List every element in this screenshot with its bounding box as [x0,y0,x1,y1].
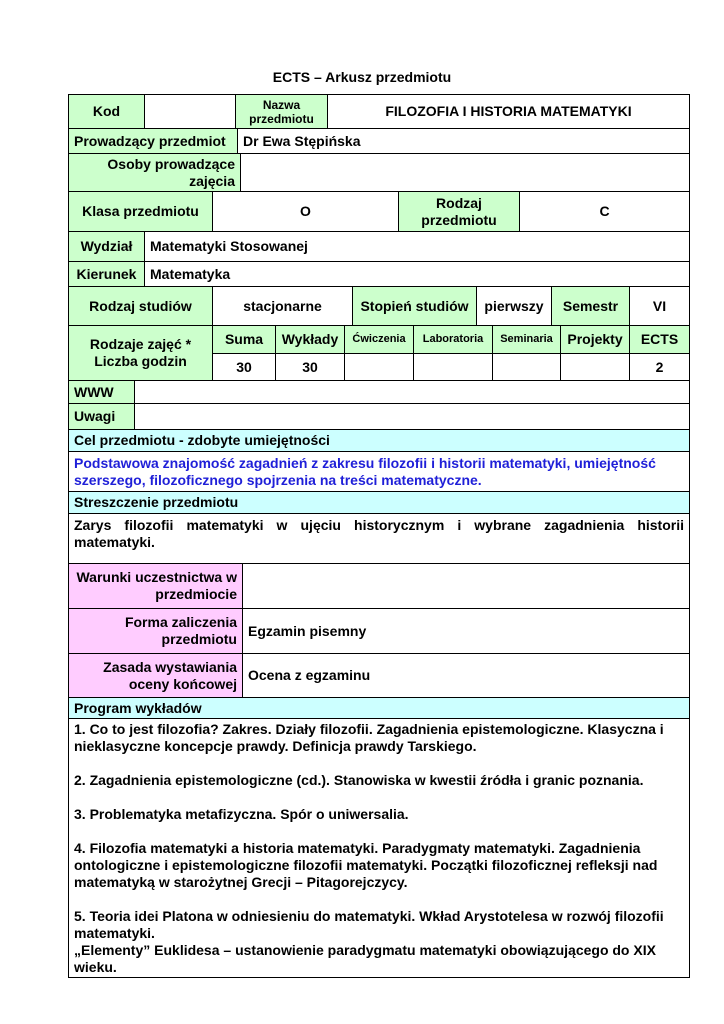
stopien-value: pierwszy [476,286,552,326]
semestr-value: VI [629,286,690,326]
osoby-label: Osoby prowadzące zajęcia [68,153,241,192]
prowadzacy-label: Prowadzący przedmiot [68,128,238,154]
osoby-value [240,153,690,192]
hours-value-laboratoria [413,353,493,381]
program-item-3: 3. Problematyka metafizyczna. Spór o uniwersalia. [74,806,409,822]
document-title: ECTS – Arkusz przedmiotu [272,69,452,85]
hours-value-cwiczenia [344,353,414,381]
uwagi-value [134,403,690,430]
nazwa-value: FILOZOFIA I HISTORIA MATEMATYKI [327,94,690,129]
rodzaj-studiow-value: stacjonarne [212,286,353,326]
warunki-value [242,563,690,609]
streszczenie-text: Zarys filozofii matematyki w ujęciu historycznym i wybrane zagadnienia historii matematyki. [68,513,690,564]
klasa-value: O [212,191,399,232]
cel-text: Podstawowa znajomość zagadnień z zakresu filozofii i historii matematyki, umiejętność szerszego, filozoficznego spojrzenia na treści matematyczne. [68,451,690,492]
kierunek-label: Kierunek [68,261,145,287]
hours-header-wyklady: Wykłady [275,325,345,354]
hours-value-ects: 2 [629,353,690,381]
hours-value-projekty [560,353,630,381]
program-item-4: 4. Filozofia matematyki a historia matematyki. Paradygmaty matematyki. Zagadnienia ontologiczne i epistemologiczne filozofii matematyki. Początki filozoficznej refleksji nad matematyką w starożytnej Grecji – Pitagorejczycy. [74,840,658,890]
program-item-2: 2. Zagadnienia epistemologiczne (cd.). Stanowiska w kwestii źródła i granic poznania. [74,772,644,788]
kod-label: Kod [68,94,145,129]
zasada-label: Zasada wystawiania oceny końcowej [68,653,243,698]
hours-header-laboratoria: Laboratoria [413,325,493,354]
warunki-label: Warunki uczestnictwa w przedmiocie [68,563,243,609]
www-value [134,380,690,404]
rodzaj-przedmiotu-label: Rodzaj przedmiotu [398,191,520,232]
wydzial-value: Matematyki Stosowanej [144,231,690,262]
zasada-value: Ocena z egzaminu [242,653,690,698]
hours-label: Rodzaje zajęć * Liczba godzin [68,325,213,381]
program-item-5-cont: „Elementy” Euklidesa – ustanowienie paradygmatu matematyki obowiązującego do XIX wieku. [74,942,656,975]
program-item-5: 5. Teoria idei Platona w odniesieniu do matematyki. Wkład Arystotelesa w rozwój filozofii matematyki. [74,908,664,941]
nazwa-label: Nazwa przedmiotu [235,94,328,129]
program-list [68,718,690,978]
hours-header-cwiczenia: Ćwiczenia [344,325,414,354]
www-label: WWW [68,380,135,404]
semestr-label: Semestr [551,286,630,326]
uwagi-label: Uwagi [68,403,135,430]
kierunek-value: Matematyka [144,261,690,287]
prowadzacy-value: Dr Ewa Stępińska [237,128,690,154]
rodzaj-studiow-label: Rodzaj studiów [68,286,213,326]
program-item-1: 1. Co to jest filozofia? Zakres. Działy filozofii. Zagadnienia epistemologiczne. Klasyczna i nieklasyczne koncepcje prawdy. Definicja prawdy Tarskiego. [74,721,664,754]
program-label: Program wykładów [68,697,690,719]
forma-label: Forma zaliczenia przedmiotu [68,608,243,654]
klasa-label: Klasa przedmiotu [68,191,213,232]
kod-value [144,94,236,129]
hours-value-seminaria [492,353,561,381]
hours-header-projekty: Projekty [560,325,630,354]
rodzaj-przedmiotu-value: C [519,191,690,232]
stopien-label: Stopień studiów [352,286,477,326]
hours-header-ects: ECTS [629,325,690,354]
hours-header-suma: Suma [212,325,276,354]
cel-label: Cel przedmiotu - zdobyte umiejętności [68,429,690,452]
wydzial-label: Wydział [68,231,145,262]
streszczenie-label: Streszczenie przedmiotu [68,491,690,514]
hours-value-suma: 30 [212,353,276,381]
forma-value: Egzamin pisemny [242,608,690,654]
hours-value-wyklady: 30 [275,353,345,381]
hours-header-seminaria: Seminaria [492,325,561,354]
